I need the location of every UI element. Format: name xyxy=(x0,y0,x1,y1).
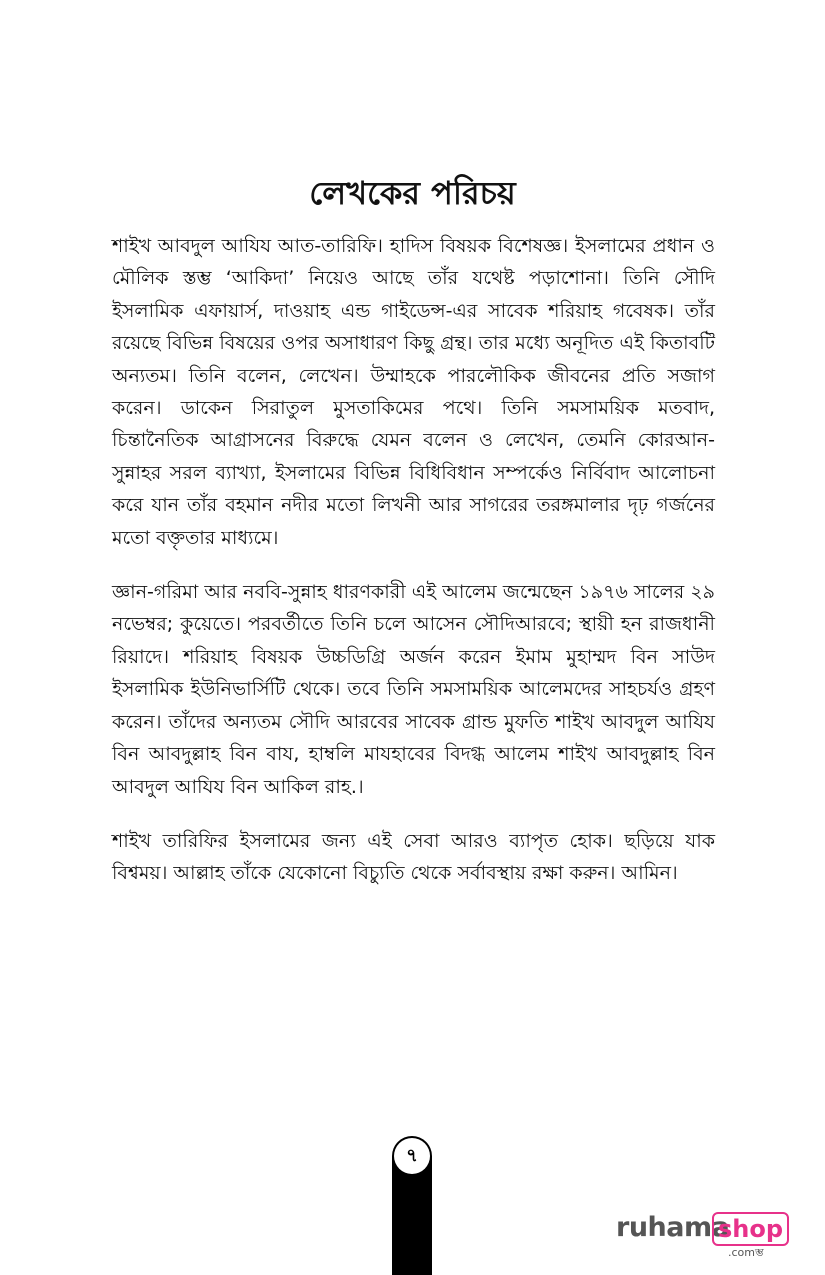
logo-brand-text: ruhama xyxy=(616,1212,730,1243)
page-number: ৭ xyxy=(394,1138,430,1174)
bio-paragraph-3: শাইখ তারিফির ইসলামের জন্য এই সেবা আরও ব্যাপৃত হোক। ছড়িয়ে যাক বিশ্বময়। আল্লাহ তাঁকে যেকোনো বিচ্যুতি থেকে সর্বাবস্থায় রক্ষা করুন। আমিন। xyxy=(112,829,715,885)
author-bio xyxy=(112,230,715,912)
bio-paragraph-2: জ্ঞান-গরিমা আর নববি-সুন্নাহ ধারণকারী এই আলেম জন্মেছেন ১৯৭৬ সালের ২৯ নভেম্বর; কুয়েতে। পরবর্তীতে তিনি চলে আসেন সৌদিআরবে; স্থায়ী হন রাজধানী রিয়াদে। শরিয়াহ বিষয়ক উচ্চডিগ্রি অর্জন করেন ইমাম মুহাম্মদ বিন সাউদ ইসলামিক ইউনিভার্সিটি থেকে। তবে তিনি সমসাময়িক আলেমদের সাহচর্যও গ্রহণ করেন। তাঁদের অন্যতম সৌদি আরবের সাবেক গ্রান্ড মুফতি শাইখ আবদুল আযিয বিন আবদুল্লাহ বিন বায, হাম্বলি মাযহাবের বিদগ্ধ আলেম শাইখ আবদুল্লাহ বিন আবদুল আযিয বিন আকিল রাহ.। xyxy=(112,581,715,798)
page-title: লেখকের পরিচয় xyxy=(309,174,516,212)
logo-shop-badge: shop xyxy=(712,1212,789,1246)
ruhamashop-logo xyxy=(616,1210,786,1260)
logo-domain-suffix: .comম্ভ xyxy=(728,1246,764,1259)
bio-paragraph-1: শাইখ আবদুল আযিয আত-তারিফি। হাদিস বিষয়ক বিশেষজ্ঞ। ইসলামের প্রধান ও মৌলিক স্তম্ভ ‘আকিদা’ নিয়েও আছে তাঁর যথেষ্ট পড়াশোনা। তিনি সৌদি ইসলামিক এফায়ার্স, দাওয়াহ এন্ড গাইডেন্স-এর সাবেক শরিয়াহ গবেষক। তাঁর রয়েছে বিভিন্ন বিষয়ের ওপর অসাধারণ কিছু গ্রন্থ। তার মধ্যে অনূদিত এই কিতাবটি অন্যতম। তিনি বলেন, লেখেন। উম্মাহকে পারলৌকিক জীবনের প্রতি সজাগ করেন। ডাকেন সিরাতুল মুসতাকিমের পথে। তিনি সমসাময়িক মতবাদ, চিন্তানৈতিক আগ্রাসনের বিরুদ্ধে যেমন বলেন ও লেখেন, তেমনি কোরআন-সুন্নাহর সরল ব্যাখ্যা, ইসলামের বিভিন্ন বিধিবিধান সম্পর্কেও নির্বিবাদ আলোচনা করে যান তাঁর বহমান নদীর মতো লিখনী আর সাগরের তরঙ্গমালার দৃঢ় গর্জনের মতো বক্তৃতার মাধ্যমে। xyxy=(112,235,715,549)
